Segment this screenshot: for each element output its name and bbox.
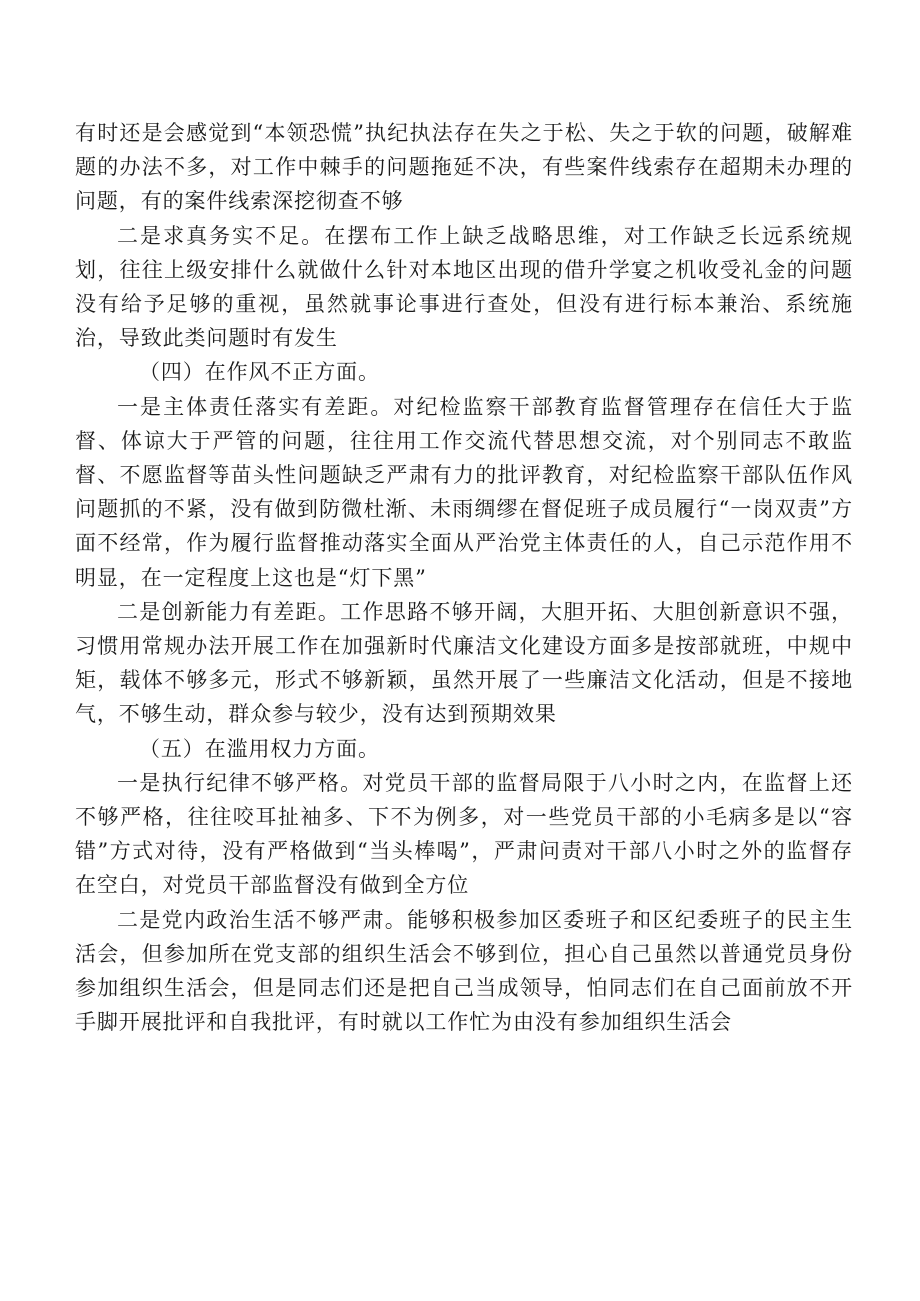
paragraph-discipline: 一是执行纪律不够严格。对党员干部的监督局限于八小时之内，在监督上还不够严格，往往咬耳扯袖多、下不为例多，对一些党员干部的小毛病多是以“容错”方式对待，没有严格做到“当头棒喝”，严肃问责对干部八小时之外的监督存在空白，对党员干部监督没有做到全方位 [75, 770, 853, 898]
section-heading-4: （四）在作风不正方面。 [139, 360, 380, 385]
paragraph-seek-truth: 二是求真务实不足。在摆布工作上缺乏战略思维，对工作缺乏长远系统规划，往往上级安排什么就做什么针对本地区出现的借升学宴之机收受礼金的问题没有给予足够的重视，虽然就事论事进行查处，但没有进行标本兼治、系统施治，导致此类问题时有发生 [75, 223, 853, 351]
paragraph-main-responsibility: 一是主体责任落实有差距。对纪检监察干部教育监督管理存在信任大于监督、体谅大于严管的问题，往往用工作交流代替思想交流，对个别同志不敢监督、不愿监督等苗头性问题缺乏严肃有力的批评教育，对纪检监察干部队伍作风问题抓的不紧，没有做到防微杜渐、未雨绸缪在督促班子成员履行“一岗双责”方面不经常，作为履行监督推动落实全面从严治党主体责任的人，自己示范作用不明显，在一定程度上这也是“灯下黑” [75, 394, 853, 590]
paragraph-continuation: 有时还是会感觉到“本领恐慌”执纪执法存在失之于松、失之于软的问题，破解难题的办法不多，对工作中棘手的问题拖延不决，有些案件线索存在超期未办理的问题，有的案件线索深挖彻查不够 [75, 121, 853, 214]
paragraph-innovation: 二是创新能力有差距。工作思路不够开阔，大胆开拓、大胆创新意识不强，习惯用常规办法开展工作在加强新时代廉洁文化建设方面多是按部就班，中规中矩，载体不够多元，形式不够新颖，虽然开展了一些廉洁文化活动，但是不接地气，不够生动，群众参与较少，没有达到预期效果 [75, 599, 853, 727]
section-heading-5: （五）在滥用权力方面。 [139, 736, 380, 761]
document-body [75, 116, 853, 1039]
paragraph-political-life: 二是党内政治生活不够严肃。能够积极参加区委班子和区纪委班子的民主生活会，但参加所在党支部的组织生活会不够到位，担心自己虽然以普通党员身份参加组织生活会，但是同志们还是把自己当成领导，怕同志们在自己面前放不开手脚开展批评和自我批评，有时就以工作忙为由没有参加组织生活会 [75, 907, 853, 1035]
